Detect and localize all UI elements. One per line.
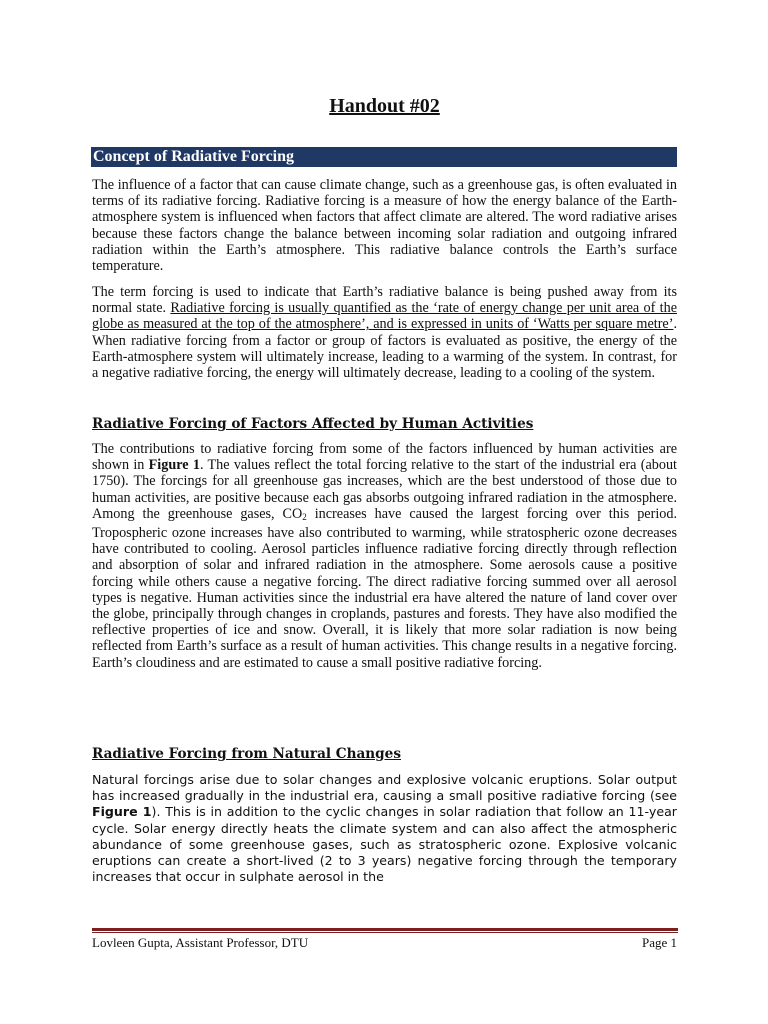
footer-rule-thin <box>92 932 678 933</box>
figure-reference: Figure 1 <box>148 457 200 474</box>
paragraph-human-c: increases have caused the largest forcing over this period. Tropospheric ozone increases have also contributed to warming, while stratospheric ozone decreases have contributed to cooling. Aerosol particles influence radiative forcing directly through reflection and absorption of solar and infrared radiation in the atmosphere. Some aerosols cause a positive forcing while others cause a negative forcing. The direct radiative forcing summed over all aerosol types is negative. Human activities since the industrial era have altered the nature of land cover over the globe, principally through changes in croplands, pastures and forests. They have also modified the reflective properties of ice and snow. Overall, it is likely that more solar radiation is now being reflected from Earth’s surface as a result of human activities. This change results in a negative forcing. Earth’s cloudiness and are estimated to cause a small positive radiative forcing. <box>92 505 677 671</box>
footer-page-number: Page 1 <box>641 935 677 950</box>
heading-human-activities: Radiative Forcing of Factors Affected by Human Activities <box>92 416 534 432</box>
paragraph-human-b: . The values reflect the total forcing relative to the start of the industrial era (about 1750). The forcings for all greenhouse gas increases, which are the best understood of those due to human activities, are positive because each gas absorbs outgoing infrared radiation in the atmosphere. Among the greenhouse gases, CO <box>92 457 677 522</box>
paragraph-concept-text: The influence of a factor that can cause climate change, such as a greenhouse gas, is often evaluated in terms of its radiative forcing. Radiative forcing is a measure of how the energy balance of the Earth-atmosphere system is influenced when factors that affect climate are altered. The word radiative arises because these factors change the balance between incoming solar radiation and outgoing infrared radiation within the Earth’s atmosphere. This radiative balance controls the Earth’s surface temperature. <box>92 177 677 275</box>
paragraph-natural-b: ). This is in addition to the cyclic changes in solar radiation that follow an 11-year cycle. Solar energy directly heats the climate system and can also affect the atmospheric abundance of some greenhouse gases, such as stratospheric ozone. Explosive volcanic eruptions can create a short-lived (2 to 3 years) negative forcing through the temporary increases that occur in sulphate aerosol in the <box>92 804 677 885</box>
paragraph-human-a: The contributions to radiative forcing from some of the factors influenced by human activities are shown in <box>92 441 677 474</box>
co2-subscript: 2 <box>302 511 307 522</box>
paragraph-forcing <box>92 284 677 381</box>
paragraph-concept <box>92 177 677 274</box>
paragraph-natural <box>92 772 677 885</box>
heading-natural-changes: Radiative Forcing from Natural Changes <box>92 746 401 762</box>
paragraph-forcing-start: The term forcing is used to indicate that Earth’s radiative balance is being pushed away from its normal state. <box>92 284 677 317</box>
section-banner: Concept of Radiative Forcing <box>91 147 677 167</box>
handout-title: Handout #02 <box>329 95 440 117</box>
footer-rule <box>92 928 678 931</box>
paragraph-natural-a: Natural forcings arise due to solar changes and explosive volcanic eruptions. Solar output has increased gradually in the industrial era, causing a small positive radiative forcing (see <box>92 772 677 804</box>
figure-reference: Figure 1 <box>92 804 152 820</box>
forcing-definition: Radiative forcing is usually quantified as the ‘rate of energy change per unit area of the globe as measured at the top of the atmosphere’, and is expressed in units of ‘Watts per square metre’ <box>92 300 677 333</box>
paragraph-forcing-end: . When radiative forcing from a factor or group of factors is evaluated as positive, the energy of the Earth-atmosphere system will ultimately increase, leading to a warming of the system. In contrast, for a negative radiative forcing, the energy will ultimately decrease, leading to a cooling of the system. <box>92 316 677 382</box>
footer-author: Lovleen Gupta, Assistant Professor, DTU <box>92 935 309 950</box>
paragraph-human <box>92 441 677 671</box>
